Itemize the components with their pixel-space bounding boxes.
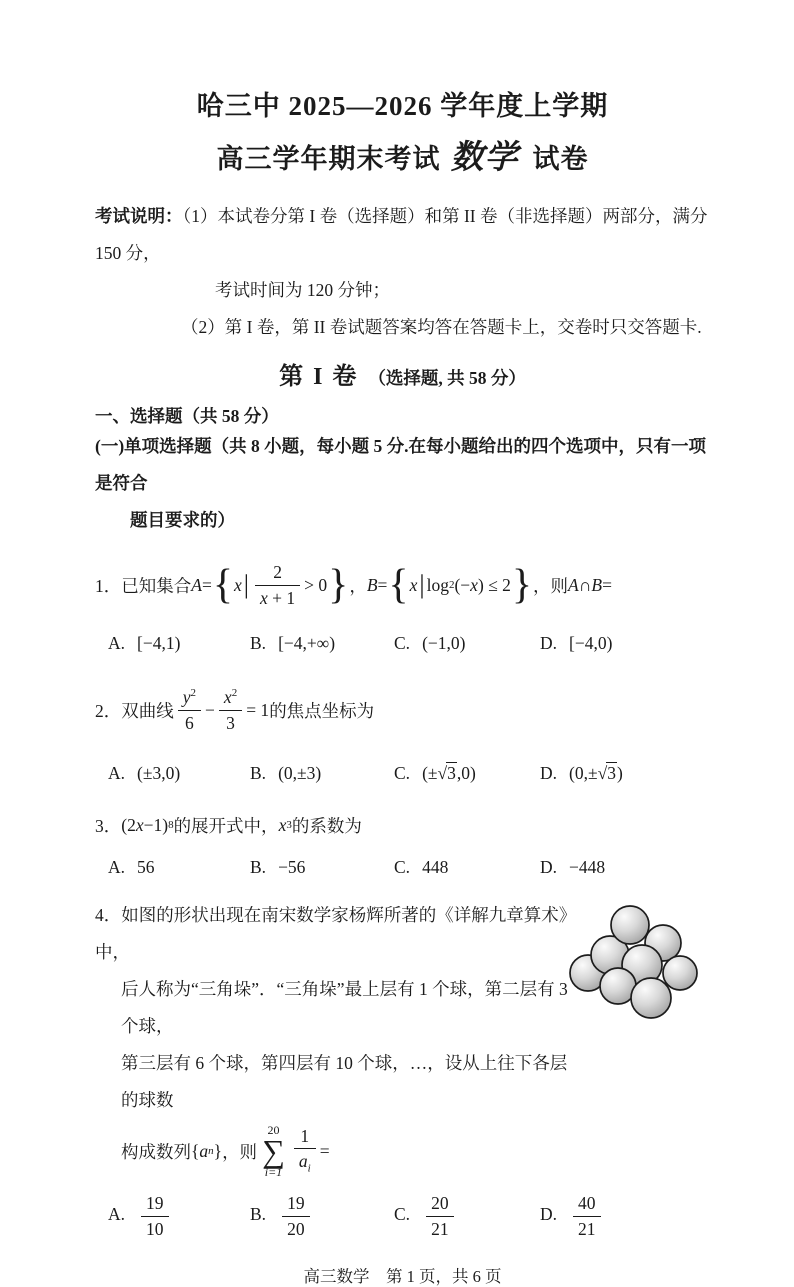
q2-number: 2． <box>95 700 122 721</box>
question-1 <box>95 547 710 663</box>
q3-option-a-label: A. <box>108 856 126 877</box>
q3-option-c-value: 448 <box>422 856 449 877</box>
q2-option-c-label: C. <box>394 762 411 783</box>
q2-frac2-denominator: 3 <box>219 710 242 733</box>
q4-seq-sub: n <box>208 1145 214 1157</box>
q4-frac-denominator <box>294 1148 316 1175</box>
q1-setB: B <box>366 574 378 595</box>
q1-option-b-label: B. <box>250 632 267 653</box>
q1-eq3: = <box>602 574 612 595</box>
q2-frac2-var: x <box>223 687 232 708</box>
q2-equals: = 1 <box>246 699 270 720</box>
q1-option-d-value: [−4,0) <box>569 632 613 653</box>
q2-option-b <box>250 763 394 784</box>
q2-option-c-post: ,0) <box>456 762 476 783</box>
q3-option-d <box>540 857 710 878</box>
q4-option-d-label: D. <box>540 1204 558 1225</box>
volume-1-subtitle: （选择题, 共 58 分） <box>368 368 526 388</box>
q3-var-x1: x <box>135 814 144 835</box>
q2-option-b-value: (0,±3) <box>278 762 322 783</box>
q2-frac1-var: y <box>182 687 191 708</box>
q1-intersect-symbol: ∩ <box>578 574 592 595</box>
q4-option-b-fraction <box>282 1193 310 1238</box>
question-1-options <box>95 623 710 663</box>
volume-1-title: 第 I 卷 <box>279 364 359 390</box>
q1-den-rest: + 1 <box>267 587 296 608</box>
q3-paren-open: (2 <box>121 814 136 835</box>
q4-option-d-den: 21 <box>573 1216 601 1239</box>
q4-option-d <box>540 1193 710 1238</box>
q2-minus: − <box>205 699 215 720</box>
q1-setA: A <box>191 574 202 595</box>
sphere-right <box>663 956 697 990</box>
q2-option-c <box>394 763 540 784</box>
q4-line3: 第三层有 6 个球，第四层有 10 个球，…，设从上往下各层的球数 <box>121 1053 568 1110</box>
q2-option-a <box>108 763 250 784</box>
q4-line1-text: 如图的形状出现在南宋数学家杨辉所著的《详解九章算术》中， <box>95 905 568 962</box>
q1-var-x1: x <box>234 574 242 595</box>
paper-title-line2 <box>95 131 710 178</box>
title-exam-name: 高三学年期末考试 <box>216 144 441 174</box>
paper-title-line1: 哈三中 2025—2026 学年度上学期 <box>196 91 609 121</box>
q4-option-b <box>250 1193 394 1238</box>
instructions-line1 <box>95 198 710 272</box>
q1-fraction-denominator <box>255 585 300 608</box>
q2-option-d-label: D. <box>540 762 558 783</box>
q1-option-a-value: [−4,1) <box>137 632 181 653</box>
question-3-options <box>95 847 710 887</box>
q1-eq1: = <box>201 574 212 595</box>
q4-sum-upper: 20 <box>267 1122 280 1137</box>
q1-option-a <box>108 633 250 654</box>
q1-option-a-label: A. <box>108 632 126 653</box>
exam-instructions <box>95 198 710 346</box>
q2-option-d-radicand: 3 <box>607 762 616 783</box>
q4-line1 <box>95 897 573 971</box>
q3-exponent-8: 8 <box>168 819 174 831</box>
q2-option-c-radicand: 3 <box>447 762 456 783</box>
page-footer: 高三数学 第 1 页，共 6 页 <box>303 1267 502 1286</box>
q3-paren-close: −1) <box>143 814 169 835</box>
q4-seq-brace-open: { <box>191 1140 200 1161</box>
sphere-pile-figure <box>563 903 713 1033</box>
q3-option-b <box>250 857 394 878</box>
single-choice-note-line2: 题目要求的） <box>130 510 235 530</box>
q3-option-d-value: −448 <box>569 856 606 877</box>
q2-option-d-pre: (0,± <box>569 762 598 783</box>
exam-paper-page <box>0 84 794 1286</box>
q1-option-b <box>250 633 394 654</box>
q3-exponent-3: 3 <box>286 819 292 831</box>
q4-sigma-icon: ∑ <box>262 1132 285 1169</box>
q4-option-c-fraction <box>426 1193 454 1238</box>
q1-comma: ， <box>349 575 367 596</box>
q4-option-c-den: 21 <box>426 1216 454 1239</box>
volume-1-heading <box>95 356 710 391</box>
q1-number: 1． <box>95 575 122 596</box>
q2-text-pre: 双曲线 <box>121 700 174 721</box>
q1-option-b-value: [−4,+∞) <box>278 632 336 653</box>
q2-option-d-post: ) <box>616 762 623 783</box>
q4-option-c <box>394 1193 540 1238</box>
q1-B2: B <box>591 574 603 595</box>
q3-option-a-value: 56 <box>137 856 155 877</box>
q4-frac-den-sub: i <box>307 1162 311 1175</box>
title-subject-calligraphy: 数学 <box>450 140 519 176</box>
q4-option-d-fraction <box>573 1193 601 1238</box>
q1-option-c-value: (−1,0) <box>422 632 466 653</box>
q1-fraction <box>255 562 300 607</box>
q4-seq-var: a <box>199 1140 209 1161</box>
q1-var-x2: x <box>409 574 418 595</box>
instructions-item1-line1: （1）本试卷分第 I 卷（选择题）和第 II 卷（非选择题）两部分，满分 150 分， <box>95 206 708 263</box>
q3-option-d-label: D. <box>540 856 558 877</box>
q4-line2: 后人称为“三角垛”．“三角垛”最上层有 1 个球，第二层有 3 个球， <box>121 979 568 1036</box>
q2-option-d <box>540 763 710 784</box>
q3-number: 3． <box>95 815 122 836</box>
q4-option-c-label: C. <box>394 1204 411 1225</box>
q1-then: ，则 <box>533 575 569 596</box>
q4-fraction <box>294 1126 316 1175</box>
question-2-options <box>95 753 710 793</box>
q1-option-d-label: D. <box>540 632 558 653</box>
question-1-stem: 1． 已知集合 A = { x | $\frac{2}{x + 1}$ > 0 } ， B = { x | log 2 (− x ) ≤ 2 } ，则 A ∩ B = <box>95 562 612 608</box>
q3-text-mid: 的展开式中， <box>173 815 279 836</box>
q2-frac1-denominator: 6 <box>178 710 201 733</box>
q1-arg-var: x <box>470 574 478 595</box>
q4-option-b-den: 20 <box>282 1216 310 1239</box>
q3-option-c <box>394 857 540 878</box>
question-2 <box>95 667 710 793</box>
q4-then: ，则 <box>222 1141 258 1162</box>
q1-text-pre: 已知集合 <box>121 575 192 596</box>
single-choice-note <box>95 428 710 539</box>
q3-option-b-label: B. <box>250 856 267 877</box>
q1-option-c-label: C. <box>394 632 411 653</box>
instructions-item1-line2: 考试时间为 120 分钟； <box>215 280 390 300</box>
q2-option-c-radical-icon: √ <box>437 762 447 783</box>
q1-option-c <box>394 633 540 654</box>
question-4 <box>95 897 710 1249</box>
q4-line4 <box>95 1119 573 1183</box>
q2-option-a-label: A. <box>108 762 126 783</box>
q1-log: log <box>426 574 449 595</box>
q4-option-b-num: 19 <box>287 1193 305 1214</box>
q4-option-a <box>108 1193 250 1238</box>
q4-number: 4． <box>95 905 122 925</box>
q4-equals: = <box>319 1140 330 1161</box>
q4-seq-brace-close: } <box>213 1140 223 1161</box>
q4-option-a-fraction <box>141 1193 169 1238</box>
q1-A2: A <box>568 574 579 595</box>
q3-option-a <box>108 857 250 878</box>
q2-frac1-exp: 2 <box>190 687 197 700</box>
q4-line4-pre: 构成数列 <box>121 1141 191 1162</box>
q2-frac2-exp: 2 <box>231 687 238 700</box>
part1-heading: 一、选择题（共 58 分） <box>95 406 279 426</box>
q2-option-d-radical-icon: √ <box>597 762 607 783</box>
single-choice-note-line1: (一)单项选择题（共 8 小题，每小题 5 分.在每小题给出的四个选项中，只有一项是符合 <box>95 436 707 493</box>
q2-frac1-numerator <box>178 687 201 709</box>
sphere-bottom-front <box>631 978 671 1018</box>
q3-var-x2: x <box>278 814 287 835</box>
q3-option-c-label: C. <box>394 856 411 877</box>
q4-option-b-label: B. <box>250 1204 267 1225</box>
q4-option-a-label: A. <box>108 1204 126 1225</box>
q2-option-c-pre: (± <box>422 762 438 783</box>
question-4-stem <box>95 897 573 1119</box>
q1-compare: > 0 <box>304 574 328 595</box>
q1-log-base: 2 <box>448 579 455 591</box>
question-4-options <box>95 1183 710 1249</box>
q4-sum-lower: i=1 <box>264 1165 283 1180</box>
q2-text-post: 的焦点坐标为 <box>269 700 375 721</box>
instructions-label: 考试说明： <box>95 206 183 226</box>
q2-option-b-label: B. <box>250 762 267 783</box>
q4-option-a-num: 19 <box>146 1193 164 1214</box>
q4-frac-den-var: a <box>298 1151 308 1172</box>
q2-fraction-2 <box>219 687 242 732</box>
q4-option-c-num: 20 <box>431 1193 449 1214</box>
q1-option-d <box>540 633 710 654</box>
instructions-item2: （2）第 I 卷，第 II 卷试题答案均答在答题卡上，交卷时只交答题卡. <box>181 317 702 337</box>
q2-frac2-numerator <box>219 687 242 709</box>
q1-arg-pre: (− <box>454 574 471 595</box>
question-3 <box>95 803 710 887</box>
sphere-top <box>611 906 649 944</box>
q2-option-a-value: (±3,0) <box>137 762 181 783</box>
q4-summation-symbol <box>262 1124 285 1178</box>
q4-frac-numerator: 1 <box>300 1126 310 1147</box>
q4-option-d-num: 40 <box>578 1193 596 1214</box>
q1-den-var: x <box>260 587 268 608</box>
q1-arg-post: ) ≤ 2 <box>477 574 511 595</box>
title-paper-word: 试卷 <box>532 144 589 174</box>
q4-option-a-den: 10 <box>141 1216 169 1239</box>
question-3-stem <box>95 803 710 847</box>
q1-fraction-numerator: 2 <box>273 562 282 583</box>
q3-text-post: 的系数为 <box>291 815 362 836</box>
q3-option-b-value: −56 <box>278 856 306 877</box>
q2-fraction-1 <box>178 687 201 732</box>
q1-eq2: = <box>377 574 388 595</box>
question-2-stem <box>95 667 710 753</box>
